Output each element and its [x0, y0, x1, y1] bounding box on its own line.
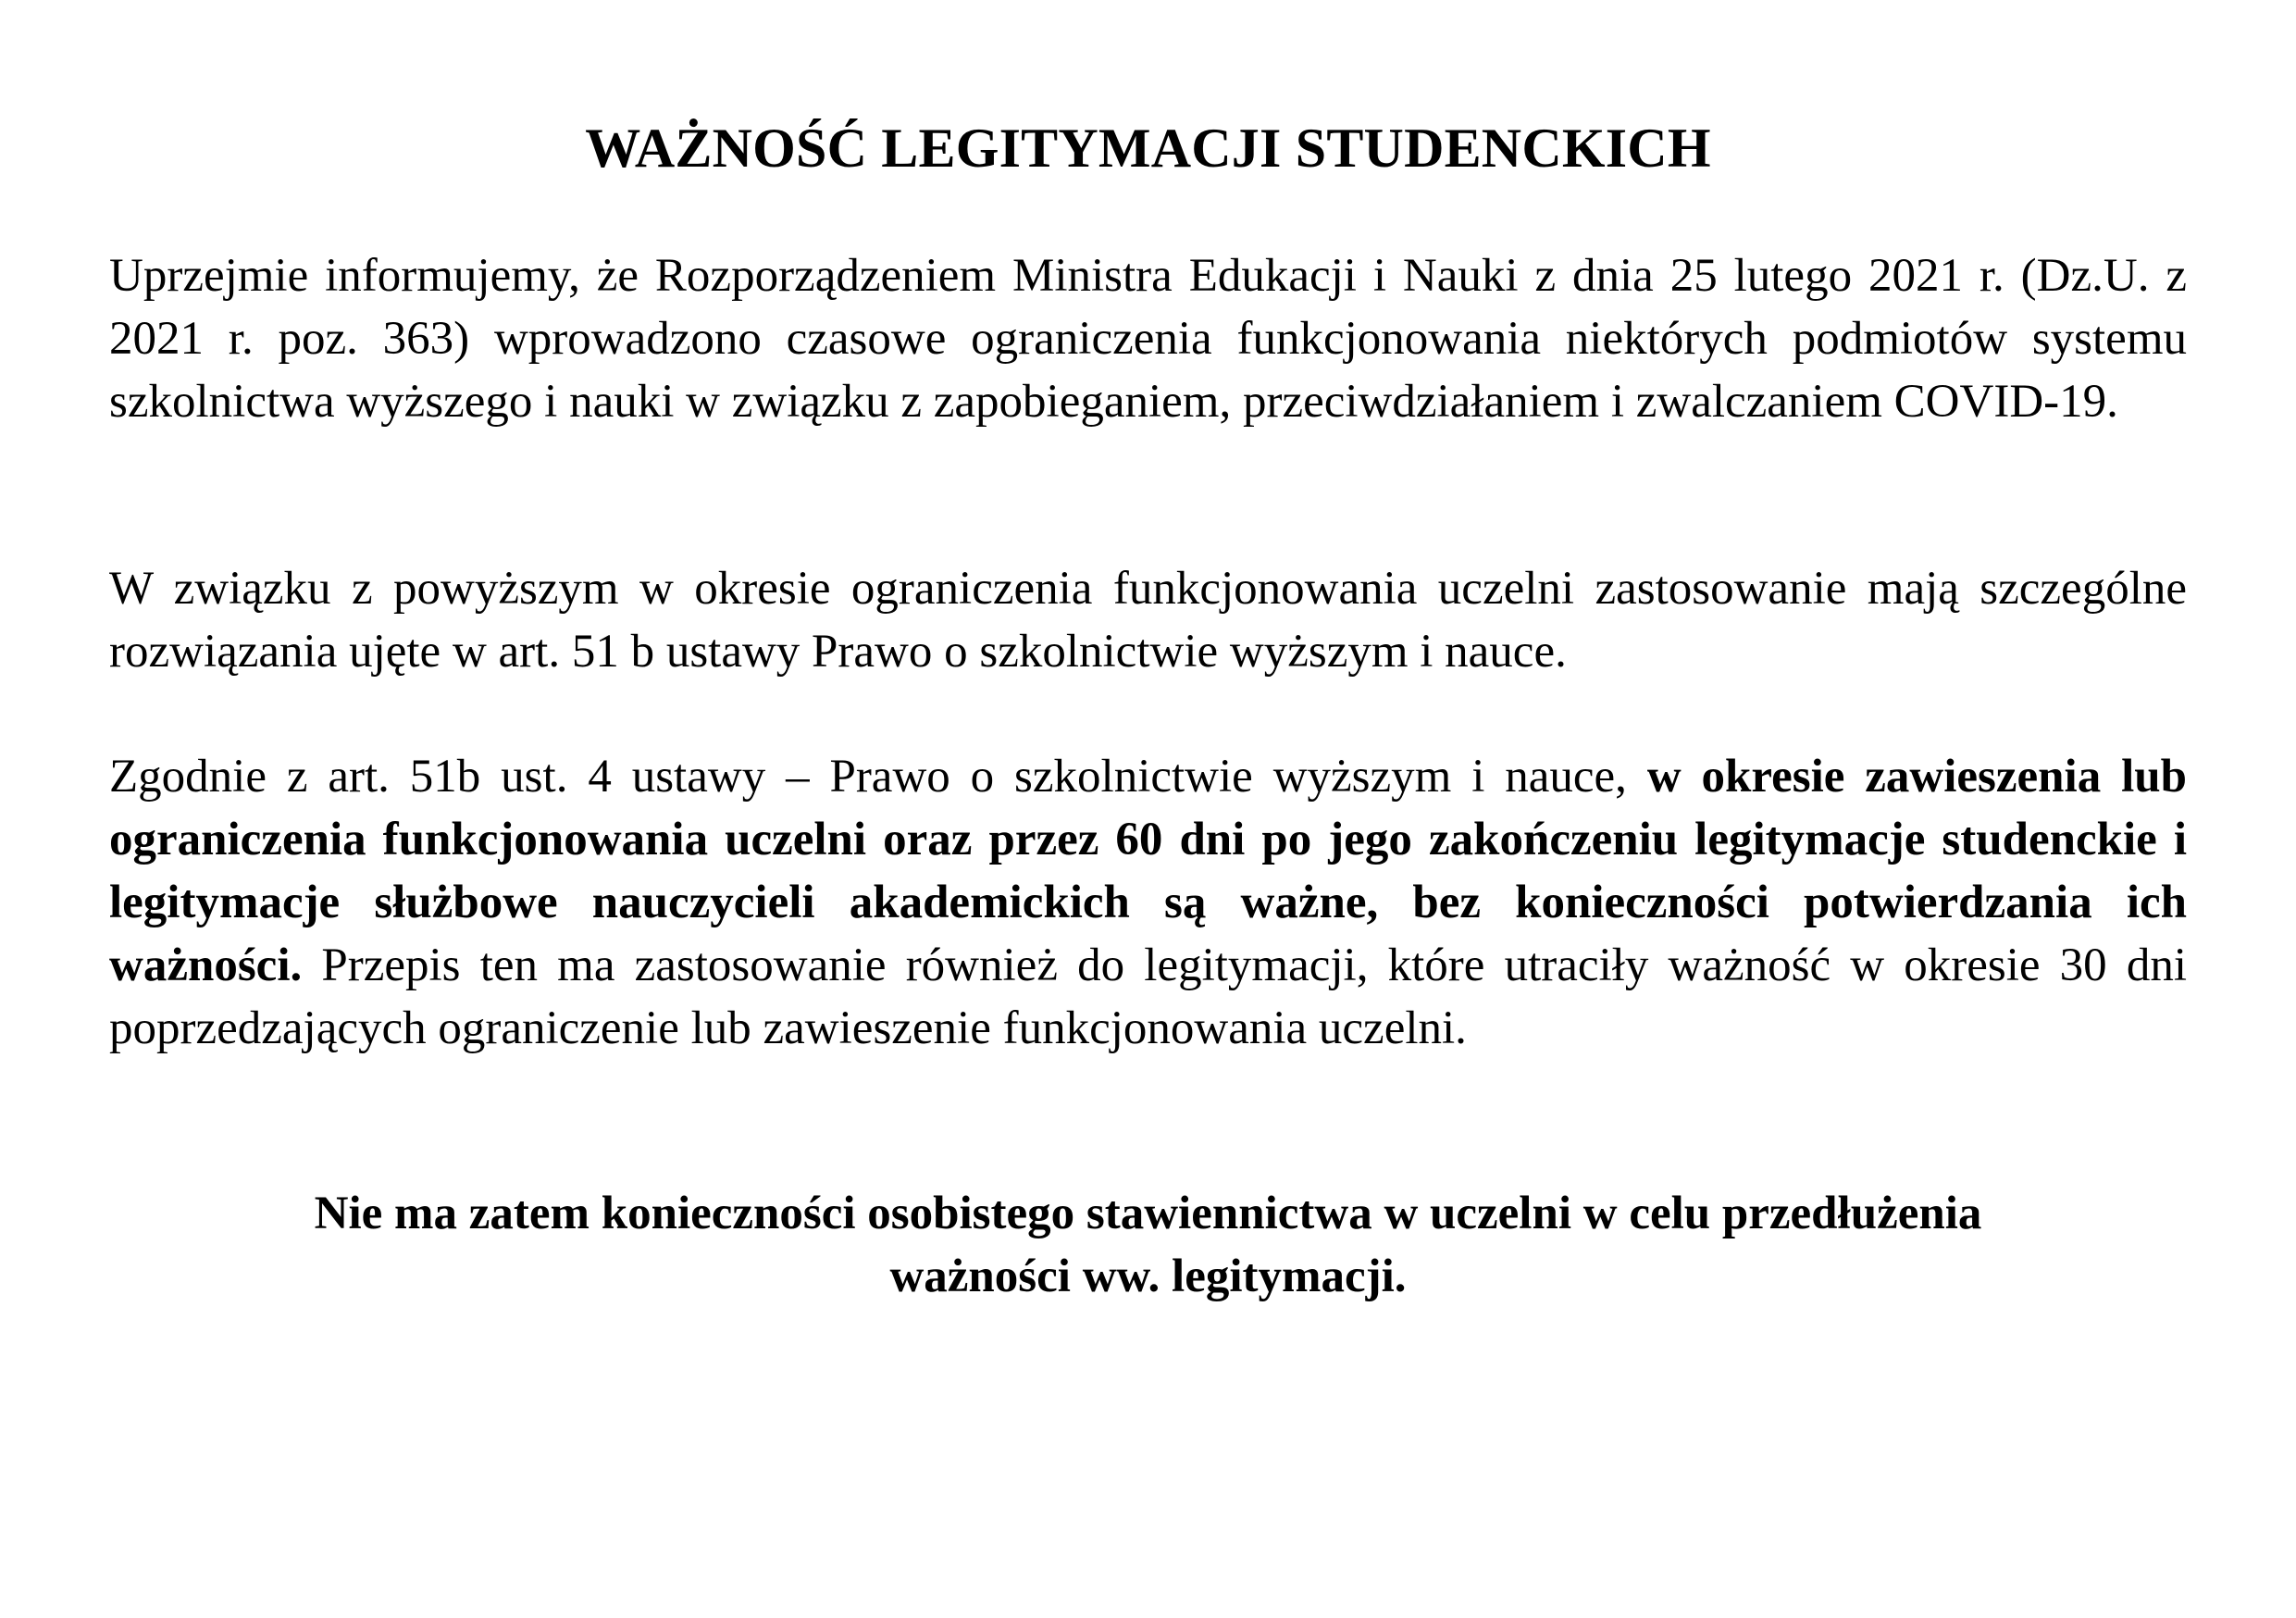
paragraph-special-solutions: W związku z powyższym w okresie ograniczenia funkcjonowania uczelni zastosowanie mają szczególne rozwiązania ujęte w art. 51 b ustawy Prawo o szkolnictwie wyższym i nauce.: [109, 563, 2187, 678]
closing-line-1: Nie ma zatem konieczności osobistego stawiennictwa w uczelni w celu przedłużenia: [314, 1188, 1982, 1239]
paragraph-regulation-info: Uprzejmie informujemy, że Rozporządzeniem Ministra Edukacji i Nauki z dnia 25 lutego 2021 r. (Dz.U. z 2021 r. poz. 363) wprowadzono czasowe ograniczenia funkcjonowania niektórych podmiotów systemu szkolnictwa wyższego i nauki w związku z zapobieganiem, przeciwdziałaniem i zwalczaniem COVID-19.: [109, 250, 2187, 428]
validity-rule-intro: Zgodnie z art. 51b ust. 4 ustawy – Prawo o szkolnictwie wyższym i nauce,: [109, 751, 1647, 803]
document-page: [109, 0, 2187, 1618]
closing-line-2: ważności ww. legitymacji.: [889, 1251, 1407, 1302]
closing-statement: [109, 1182, 2187, 1308]
validity-rule-rest: Przepis ten ma zastosowanie również do legitymacji, które utraciły ważność w okresie 30 dni poprzedzających ograniczenie lub zawieszenie funkcjonowania uczelni.: [109, 940, 2187, 1054]
document-title: WAŻNOŚĆ LEGITYMACJI STUDENCKICH: [585, 118, 1711, 179]
validity-rule-emphasis: w okresie zawieszenia lub ograniczenia funkcjonowania uczelni oraz przez 60 dni po jego zakończeniu legitymacje studenckie i legitymacje służbowe nauczycieli akademickich są ważne, bez konieczności potwierdzania ich ważności.: [109, 751, 2187, 991]
paragraph-validity-rule: [109, 745, 2187, 1060]
